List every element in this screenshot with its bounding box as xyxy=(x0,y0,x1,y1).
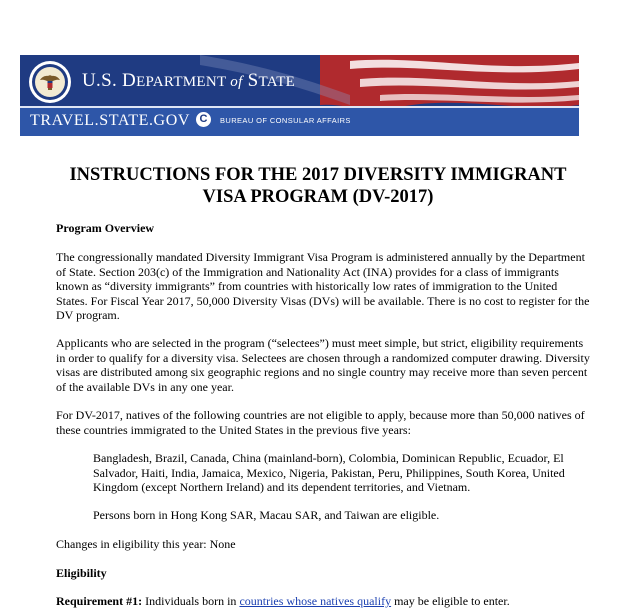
eligibility-heading: Eligibility xyxy=(56,566,107,580)
title-line-2: VISA PROGRAM (DV-2017) xyxy=(202,187,434,207)
consular-c-icon: C xyxy=(196,112,211,127)
department-title: U.S. DEPARTMENT of STATE xyxy=(82,70,296,91)
travel-state-gov-link[interactable]: TRAVEL.STATE.GOV xyxy=(30,112,191,129)
requirement-1 xyxy=(56,594,591,609)
requirement-1-text-after: may be eligible to enter. xyxy=(391,594,510,608)
qualifying-countries-link[interactable]: countries whose natives qualify xyxy=(239,594,392,608)
requirement-1-text-before: Individuals born in xyxy=(142,594,240,608)
state-department-seal-icon xyxy=(28,60,72,104)
eligibility-changes: Changes in eligibility this year: None xyxy=(56,537,236,551)
paragraph-overview: The congressionally mandated Diversity Immigrant Visa Program is administered annually by the Department of State. Section 203(c) of the Immigration and Nationality Act (INA) provides for a class of immigrants known as “diversity immigrants” from countries with historically low rates of immigration to the United States. For Fiscal Year 2017, 50,000 Diversity Visas (DVs) will be available. There is no cost to register for the DV program. xyxy=(56,250,590,322)
document-title xyxy=(30,164,606,208)
bureau-label: BUREAU OF CONSULAR AFFAIRS xyxy=(220,116,351,125)
header-banner xyxy=(20,55,579,136)
paragraph-ineligible-intro: For DV-2017, natives of the following countries are not eligible to apply, because more than 50,000 natives of these countries immigrated to the United States in the previous five years: xyxy=(56,408,585,437)
paragraph-selectees: Applicants who are selected in the program (“selectees”) must meet simple, but strict, eligibility requirements in order to qualify for a diversity visa. Selectees are chosen through a randomized computer drawing. Diversity visas are distributed among six geographic regions and no single country may receive more than seven percent of the available DVs in any one year. xyxy=(56,336,590,394)
requirement-1-label: Requirement #1: xyxy=(56,594,143,608)
program-overview-heading: Program Overview xyxy=(56,221,155,235)
ineligible-countries-list: Bangladesh, Brazil, Canada, China (mainland-born), Colombia, Dominican Republic, Ecuador, El Salvador, Haiti, India, Jamaica, Mexico, Nigeria, Pakistan, Peru, Philippines, South Korea, United Kingdom (except Northern Ireland) and its dependent territories, and Vietnam. xyxy=(93,451,565,494)
eligible-regions-note: Persons born in Hong Kong SAR, Macau SAR, and Taiwan are eligible. xyxy=(93,508,440,522)
title-line-1: INSTRUCTIONS FOR THE 2017 DIVERSITY IMMIGRANT xyxy=(69,165,567,185)
